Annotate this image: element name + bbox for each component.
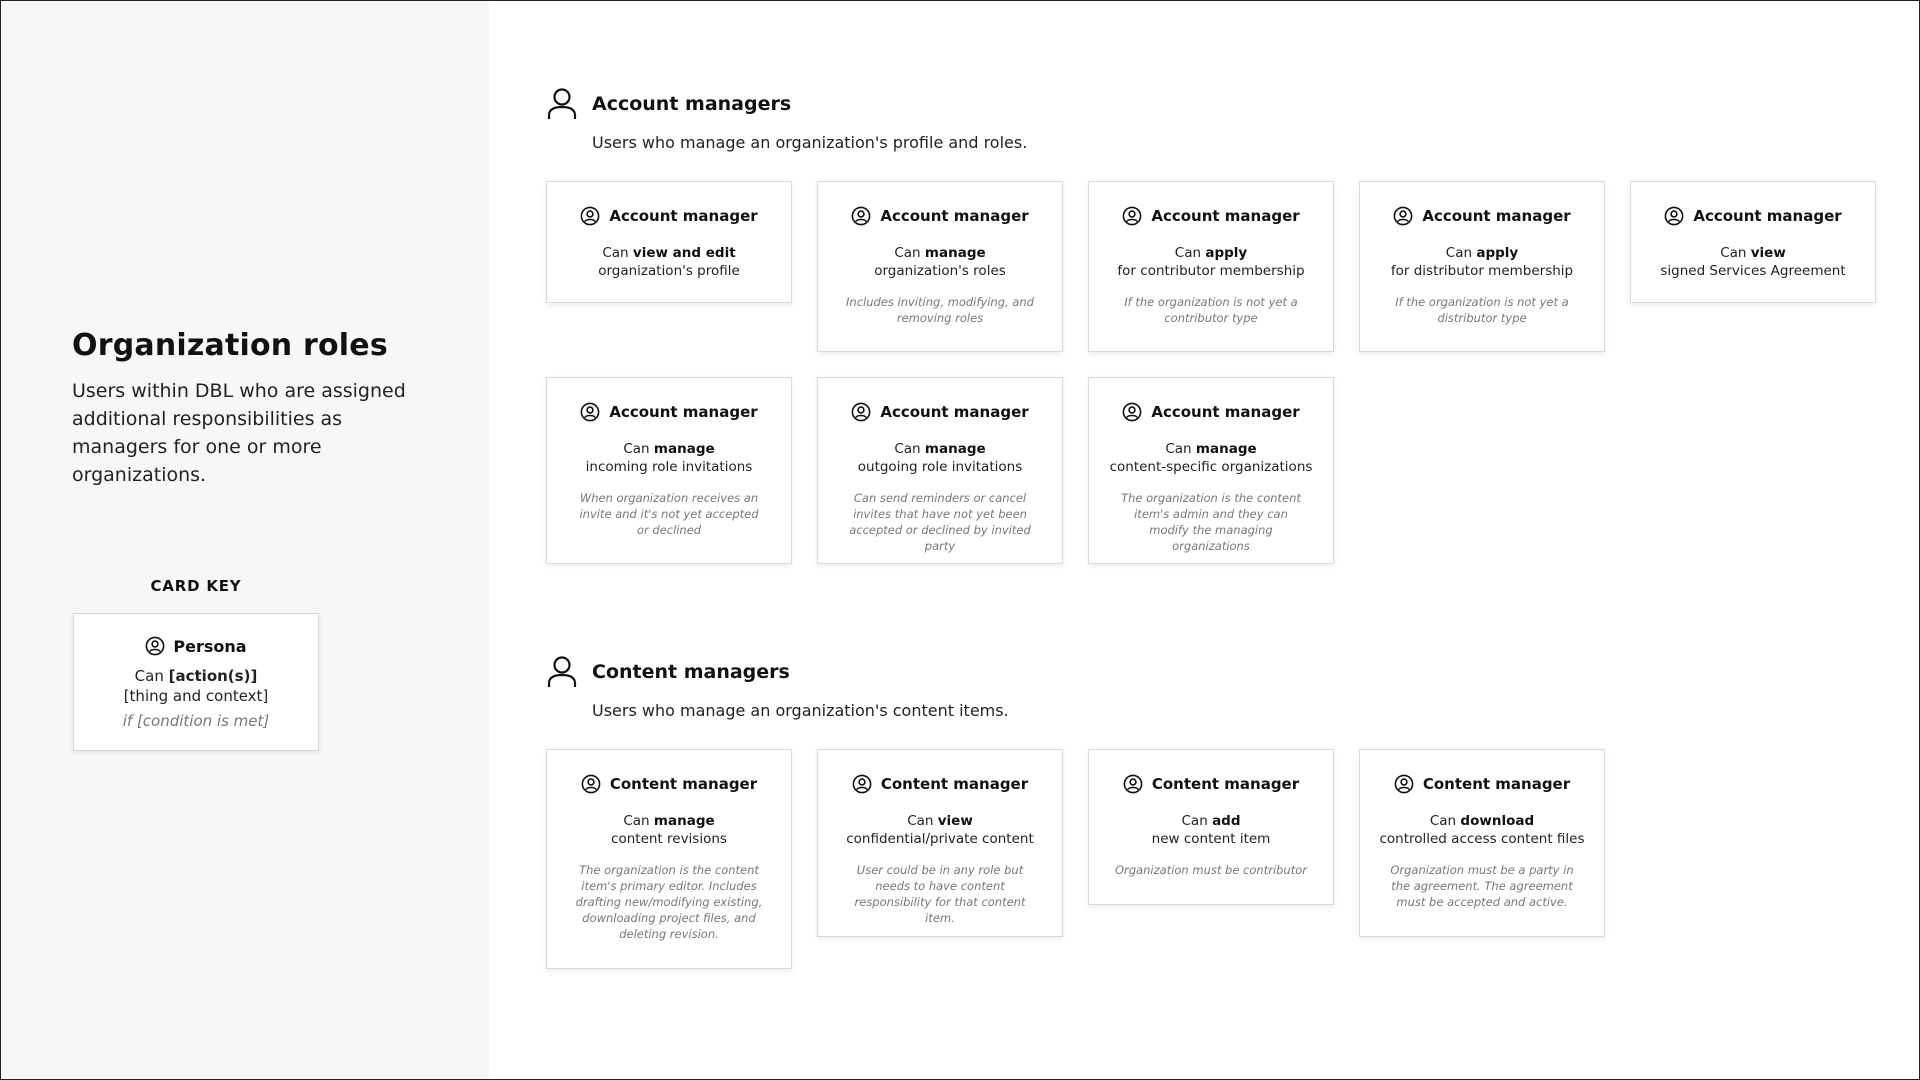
role-card-header bbox=[581, 774, 757, 794]
role-card bbox=[1630, 181, 1876, 303]
role-card-condition: Can send reminders or cancel invites that have not yet been accepted or declined by invited party bbox=[849, 491, 1031, 553]
role-card-can: Can bbox=[1181, 813, 1208, 829]
role-card-role: Content manager bbox=[1422, 775, 1571, 793]
role-card-verb: apply bbox=[1476, 245, 1519, 261]
role-card-action bbox=[561, 812, 777, 830]
role-card-header bbox=[851, 402, 1028, 422]
role-card-header bbox=[851, 206, 1028, 226]
role-card-verb: view bbox=[937, 813, 973, 829]
role-card-role: Account manager bbox=[1151, 403, 1300, 421]
role-card-header bbox=[1122, 206, 1299, 226]
role-card-header bbox=[1394, 774, 1570, 794]
role-card-thing: content revisions bbox=[611, 831, 727, 847]
role-card-action bbox=[1103, 440, 1319, 458]
role-card-role: Content manager bbox=[880, 775, 1029, 793]
role-card-header bbox=[1393, 206, 1570, 226]
user-outline-icon bbox=[546, 655, 578, 689]
role-card-role: Account manager bbox=[880, 207, 1029, 225]
role-card-condition: User could be in any role but needs to have content responsibility for that content item. bbox=[854, 863, 1026, 925]
left-panel bbox=[1, 1, 489, 1079]
role-card-header bbox=[1664, 206, 1841, 226]
user-circle-icon bbox=[1664, 206, 1684, 226]
user-circle-icon bbox=[580, 402, 600, 422]
role-card-header bbox=[852, 774, 1028, 794]
role-card-role: Account manager bbox=[609, 207, 758, 225]
role-card-action bbox=[561, 440, 777, 458]
user-circle-icon bbox=[1122, 206, 1142, 226]
card-key-thing: [thing and context] bbox=[123, 687, 269, 705]
role-card-thing: organization's roles bbox=[874, 263, 1006, 279]
user-circle-icon bbox=[851, 402, 871, 422]
role-card-can: Can bbox=[623, 813, 650, 829]
role-card-can: Can bbox=[1720, 245, 1747, 261]
section-account-header bbox=[546, 87, 1027, 152]
role-card-header bbox=[1123, 774, 1299, 794]
role-card-verb: manage bbox=[653, 441, 715, 457]
card-key-persona bbox=[145, 636, 246, 656]
role-card-condition: Organization must be contributor bbox=[1115, 863, 1307, 877]
role-card-verb: manage bbox=[924, 441, 986, 457]
role-card-thing: new content item bbox=[1151, 831, 1271, 847]
role-card-verb: manage bbox=[653, 813, 715, 829]
user-circle-icon bbox=[1393, 206, 1413, 226]
user-circle-icon bbox=[1123, 774, 1143, 794]
role-card-header bbox=[580, 206, 757, 226]
role-card-can: Can bbox=[1165, 441, 1192, 457]
section-account-description: Users who manage an organization's profile and roles. bbox=[592, 133, 1028, 152]
role-card-can: Can bbox=[1429, 813, 1457, 829]
section-content-title: Content managers bbox=[592, 661, 790, 683]
role-card-condition: If the organization is not yet a contributor type bbox=[1124, 295, 1298, 325]
role-card-action bbox=[1103, 812, 1319, 830]
role-card-thing: for contributor membership bbox=[1117, 263, 1305, 279]
role-card bbox=[1088, 749, 1334, 905]
role-card-action bbox=[1374, 244, 1590, 262]
role-card-can: Can bbox=[894, 245, 921, 261]
role-card-action bbox=[1374, 812, 1590, 830]
role-card-verb: manage bbox=[1195, 441, 1257, 457]
role-card-role: Content manager bbox=[609, 775, 758, 793]
section-content-header bbox=[546, 655, 1009, 720]
role-card-thing: organization's profile bbox=[598, 263, 740, 279]
card-key-condition: if [condition is met] bbox=[122, 712, 270, 730]
role-card-thing: controlled access content files bbox=[1379, 831, 1585, 847]
role-card-thing: for distributor membership bbox=[1390, 263, 1574, 279]
user-circle-icon bbox=[1394, 774, 1414, 794]
card-key-persona-label: Persona bbox=[173, 636, 247, 656]
intro bbox=[72, 328, 412, 489]
role-card-role: Account manager bbox=[1693, 207, 1842, 225]
role-card-thing: content-specific organizations bbox=[1109, 459, 1313, 475]
role-card bbox=[1359, 749, 1605, 937]
role-card-verb: manage bbox=[924, 245, 986, 261]
role-card-condition: The organization is the content item's primary editor. Includes drafting new/modifying existing, downloading project files, and deleting revision. bbox=[575, 863, 763, 941]
role-card-thing: outgoing role invitations bbox=[857, 459, 1023, 475]
role-card bbox=[546, 377, 792, 564]
section-content-description: Users who manage an organization's content items. bbox=[592, 701, 1009, 720]
role-card-role: Account manager bbox=[609, 403, 758, 421]
role-card-header bbox=[580, 402, 757, 422]
role-card bbox=[1088, 181, 1334, 352]
card-key-title: CARD KEY bbox=[150, 577, 242, 595]
page-description: Users within DBL who are assigned additional responsibilities as managers for one or more organizations. bbox=[72, 380, 406, 486]
section-account-title: Account managers bbox=[592, 93, 792, 115]
page-title: Organization roles bbox=[72, 328, 388, 363]
role-card-verb: download bbox=[1460, 813, 1535, 829]
user-circle-icon bbox=[852, 774, 872, 794]
role-card bbox=[817, 377, 1063, 564]
role-card-role: Account manager bbox=[1422, 207, 1571, 225]
role-card-verb: view and edit bbox=[632, 245, 736, 261]
role-card-condition: Includes inviting, modifying, and removing roles bbox=[846, 295, 1034, 325]
role-card-can: Can bbox=[623, 441, 650, 457]
role-card-role: Account manager bbox=[1151, 207, 1300, 225]
role-card-can: Can bbox=[907, 813, 934, 829]
role-card-verb: view bbox=[1750, 245, 1786, 261]
role-card-action bbox=[1103, 244, 1319, 262]
role-card-role: Content manager bbox=[1151, 775, 1300, 793]
role-card-action bbox=[832, 244, 1048, 262]
user-circle-icon bbox=[145, 636, 165, 656]
card-key bbox=[73, 613, 319, 751]
role-card-header bbox=[1122, 402, 1299, 422]
role-card bbox=[546, 181, 792, 303]
role-card-can: Can bbox=[1445, 245, 1473, 261]
role-card-can: Can bbox=[894, 441, 921, 457]
role-card bbox=[1088, 377, 1334, 564]
role-card-action bbox=[832, 812, 1048, 830]
role-card-action bbox=[561, 244, 777, 262]
user-circle-icon bbox=[851, 206, 871, 226]
role-card-condition: The organization is the content item's admin and they can modify the managing organizations bbox=[1121, 491, 1301, 553]
user-circle-icon bbox=[580, 206, 600, 226]
role-card-condition: When organization receives an invite and it's not yet accepted or declined bbox=[579, 491, 759, 537]
role-card bbox=[817, 749, 1063, 937]
role-card-condition: If the organization is not yet a distributor type bbox=[1395, 295, 1569, 325]
role-card bbox=[1359, 181, 1605, 352]
role-card-action bbox=[1645, 244, 1861, 262]
main-panel bbox=[489, 1, 1919, 1079]
role-card-verb: add bbox=[1212, 813, 1241, 829]
role-card-thing: incoming role invitations bbox=[585, 459, 753, 475]
role-card-action bbox=[832, 440, 1048, 458]
user-circle-icon bbox=[581, 774, 601, 794]
role-card-thing: signed Services Agreement bbox=[1660, 263, 1846, 279]
card-key-action-line bbox=[74, 666, 318, 686]
role-card-verb: apply bbox=[1205, 245, 1248, 261]
role-card bbox=[546, 749, 792, 969]
user-circle-icon bbox=[1122, 402, 1142, 422]
role-card-can: Can bbox=[602, 245, 629, 261]
role-card bbox=[817, 181, 1063, 352]
card-key-action: [action(s)] bbox=[168, 667, 258, 685]
user-outline-icon bbox=[546, 87, 578, 121]
card-key-can: Can bbox=[134, 667, 164, 685]
role-card-role: Account manager bbox=[880, 403, 1029, 421]
role-card-thing: confidential/private content bbox=[846, 831, 1034, 847]
role-card-can: Can bbox=[1174, 245, 1202, 261]
role-card-condition: Organization must be a party in the agreement. The agreement must be accepted and active. bbox=[1390, 863, 1574, 909]
